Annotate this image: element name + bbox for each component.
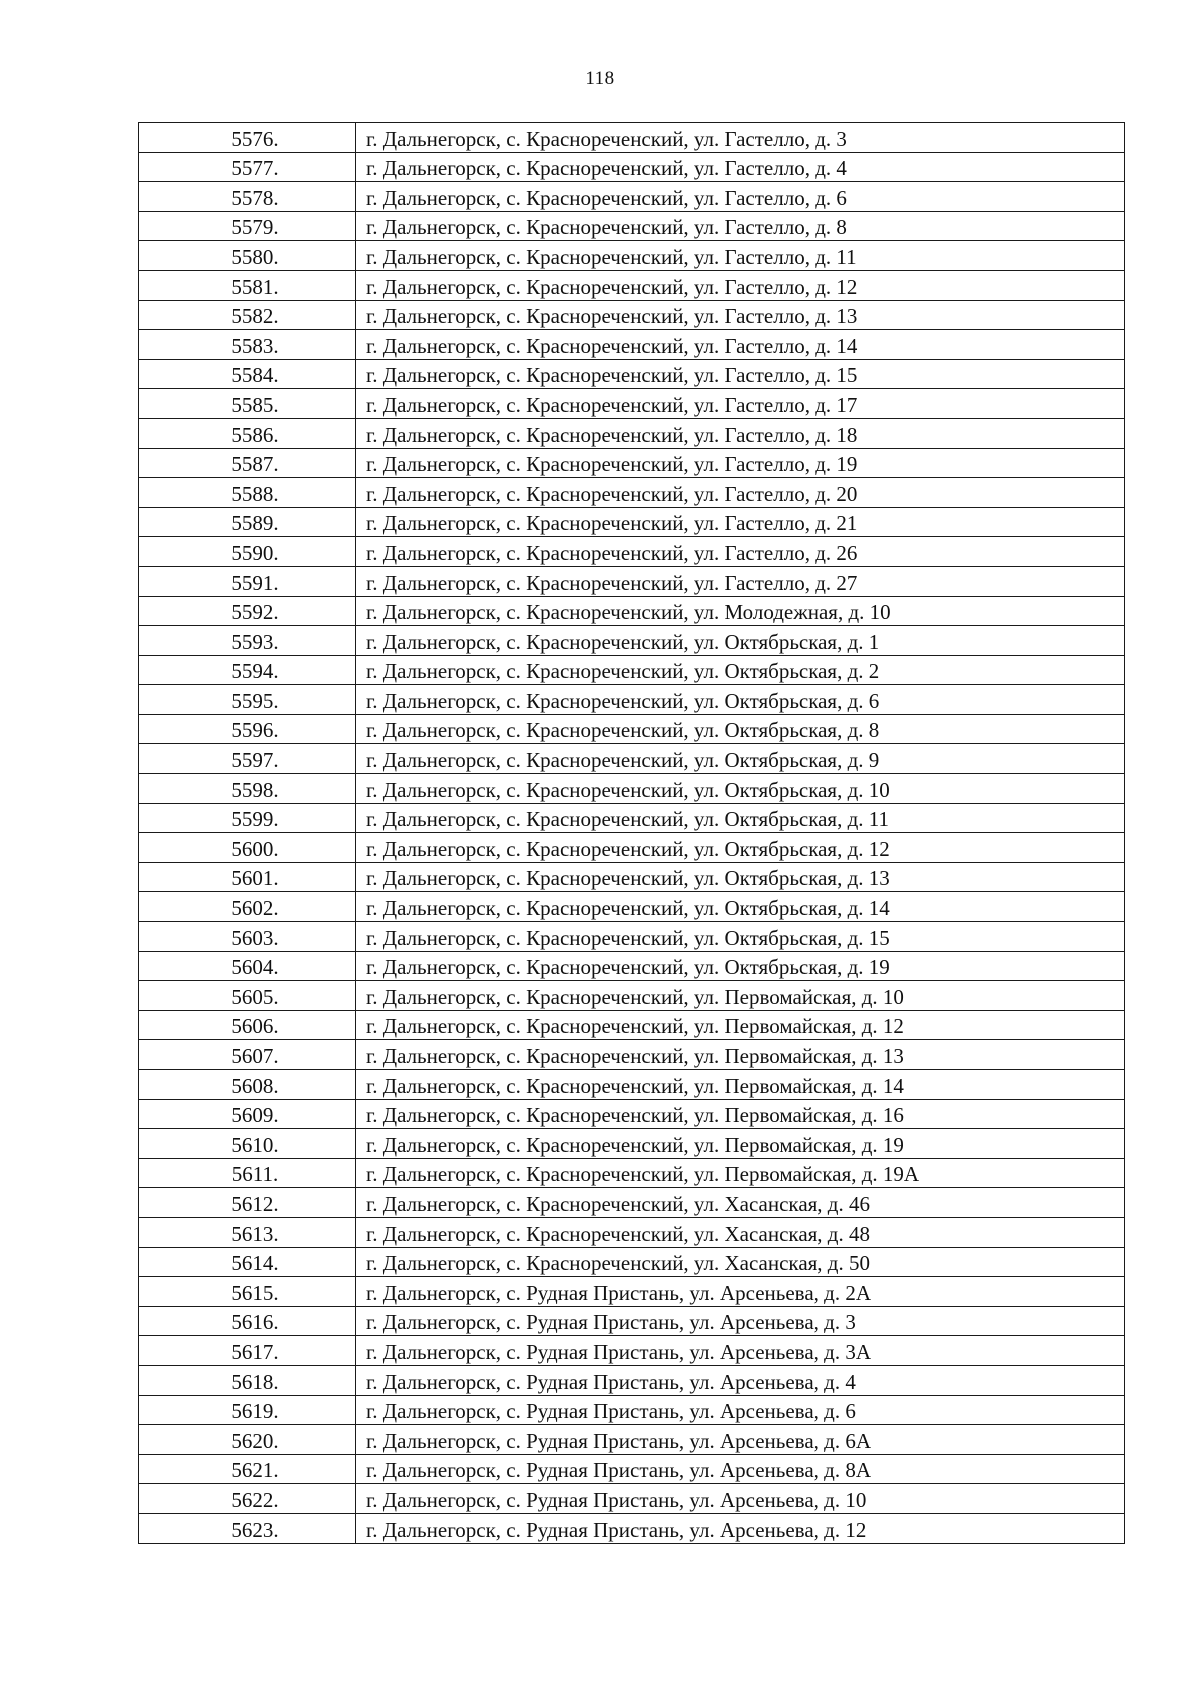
row-number-cell: 5597. (139, 744, 356, 774)
row-number-cell: 5587. (139, 448, 356, 478)
table-row (139, 1070, 1125, 1100)
row-number-cell: 5589. (139, 507, 356, 537)
table-row (139, 833, 1125, 863)
address-cell: г. Дальнегорск, с. Краснореченский, ул. Октябрьская, д. 19 (356, 951, 1125, 981)
table-row (139, 1365, 1125, 1395)
table-row (139, 774, 1125, 804)
table-row (139, 685, 1125, 715)
row-number-cell: 5594. (139, 655, 356, 685)
row-number-cell: 5599. (139, 803, 356, 833)
table-row (139, 1158, 1125, 1188)
address-cell: г. Дальнегорск, с. Краснореченский, ул. Хасанская, д. 48 (356, 1217, 1125, 1247)
row-number-cell: 5585. (139, 389, 356, 419)
table-row (139, 951, 1125, 981)
table-row (139, 1306, 1125, 1336)
table-row (139, 1454, 1125, 1484)
address-cell: г. Дальнегорск, с. Краснореченский, ул. Октябрьская, д. 11 (356, 803, 1125, 833)
address-cell: г. Дальнегорск, с. Краснореченский, ул. Октябрьская, д. 14 (356, 892, 1125, 922)
table-row (139, 300, 1125, 330)
address-cell: г. Дальнегорск, с. Краснореченский, ул. Гастелло, д. 3 (356, 123, 1125, 153)
table-row (139, 1395, 1125, 1425)
address-cell: г. Дальнегорск, с. Краснореченский, ул. Гастелло, д. 27 (356, 566, 1125, 596)
table-row (139, 241, 1125, 271)
row-number-cell: 5612. (139, 1188, 356, 1218)
row-number-cell: 5602. (139, 892, 356, 922)
table-row (139, 448, 1125, 478)
address-cell: г. Дальнегорск, с. Краснореченский, ул. Гастелло, д. 17 (356, 389, 1125, 419)
row-number-cell: 5608. (139, 1070, 356, 1100)
row-number-cell: 5581. (139, 270, 356, 300)
address-cell: г. Дальнегорск, с. Краснореченский, ул. Октябрьская, д. 10 (356, 774, 1125, 804)
row-number-cell: 5607. (139, 1040, 356, 1070)
row-number-cell: 5595. (139, 685, 356, 715)
address-cell: г. Дальнегорск, с. Краснореченский, ул. Октябрьская, д. 13 (356, 862, 1125, 892)
table-row (139, 1129, 1125, 1159)
row-number-cell: 5617. (139, 1336, 356, 1366)
row-number-cell: 5588. (139, 478, 356, 508)
table-row (139, 1484, 1125, 1514)
address-cell: г. Дальнегорск, с. Краснореченский, ул. Первомайская, д. 12 (356, 1010, 1125, 1040)
row-number-cell: 5601. (139, 862, 356, 892)
table-row (139, 182, 1125, 212)
row-number-cell: 5609. (139, 1099, 356, 1129)
row-number-cell: 5576. (139, 123, 356, 153)
address-cell: г. Дальнегорск, с. Краснореченский, ул. Первомайская, д. 14 (356, 1070, 1125, 1100)
row-number-cell: 5613. (139, 1217, 356, 1247)
row-number-cell: 5592. (139, 596, 356, 626)
row-number-cell: 5619. (139, 1395, 356, 1425)
row-number-cell: 5586. (139, 418, 356, 448)
address-cell: г. Дальнегорск, с. Краснореченский, ул. Гастелло, д. 11 (356, 241, 1125, 271)
address-cell: г. Дальнегорск, с. Краснореченский, ул. Первомайская, д. 16 (356, 1099, 1125, 1129)
address-cell: г. Дальнегорск, с. Краснореченский, ул. Гастелло, д. 13 (356, 300, 1125, 330)
table-row (139, 1425, 1125, 1455)
row-number-cell: 5620. (139, 1425, 356, 1455)
address-cell: г. Дальнегорск, с. Краснореченский, ул. Гастелло, д. 15 (356, 359, 1125, 389)
address-cell: г. Дальнегорск, с. Краснореченский, ул. Хасанская, д. 46 (356, 1188, 1125, 1218)
row-number-cell: 5621. (139, 1454, 356, 1484)
table-row (139, 537, 1125, 567)
table-row (139, 330, 1125, 360)
row-number-cell: 5600. (139, 833, 356, 863)
address-cell: г. Дальнегорск, с. Краснореченский, ул. Первомайская, д. 19А (356, 1158, 1125, 1188)
address-cell: г. Дальнегорск, с. Рудная Пристань, ул. Арсеньева, д. 6А (356, 1425, 1125, 1455)
table-row (139, 152, 1125, 182)
address-cell: г. Дальнегорск, с. Краснореченский, ул. Октябрьская, д. 8 (356, 714, 1125, 744)
address-cell: г. Дальнегорск, с. Краснореченский, ул. Первомайская, д. 10 (356, 981, 1125, 1011)
row-number-cell: 5605. (139, 981, 356, 1011)
table-row (139, 1277, 1125, 1307)
table-row (139, 270, 1125, 300)
address-cell: г. Дальнегорск, с. Краснореченский, ул. Гастелло, д. 6 (356, 182, 1125, 212)
address-cell: г. Дальнегорск, с. Краснореченский, ул. Гастелло, д. 18 (356, 418, 1125, 448)
row-number-cell: 5610. (139, 1129, 356, 1159)
row-number-cell: 5616. (139, 1306, 356, 1336)
address-cell: г. Дальнегорск, с. Краснореченский, ул. Гастелло, д. 14 (356, 330, 1125, 360)
table-row (139, 123, 1125, 153)
row-number-cell: 5583. (139, 330, 356, 360)
address-cell: г. Дальнегорск, с. Краснореченский, ул. Гастелло, д. 26 (356, 537, 1125, 567)
row-number-cell: 5580. (139, 241, 356, 271)
table-row (139, 566, 1125, 596)
table-row (139, 1040, 1125, 1070)
table-row (139, 1010, 1125, 1040)
address-cell: г. Дальнегорск, с. Рудная Пристань, ул. Арсеньева, д. 3 (356, 1306, 1125, 1336)
row-number-cell: 5584. (139, 359, 356, 389)
table-row (139, 359, 1125, 389)
table-row (139, 655, 1125, 685)
table-row (139, 389, 1125, 419)
row-number-cell: 5590. (139, 537, 356, 567)
address-cell: г. Дальнегорск, с. Краснореченский, ул. Октябрьская, д. 6 (356, 685, 1125, 715)
address-cell: г. Дальнегорск, с. Краснореченский, ул. Гастелло, д. 20 (356, 478, 1125, 508)
address-cell: г. Дальнегорск, с. Краснореченский, ул. Первомайская, д. 19 (356, 1129, 1125, 1159)
row-number-cell: 5579. (139, 211, 356, 241)
row-number-cell: 5604. (139, 951, 356, 981)
address-cell: г. Дальнегорск, с. Рудная Пристань, ул. Арсеньева, д. 10 (356, 1484, 1125, 1514)
table-row (139, 626, 1125, 656)
row-number-cell: 5615. (139, 1277, 356, 1307)
address-cell: г. Дальнегорск, с. Краснореченский, ул. Хасанская, д. 50 (356, 1247, 1125, 1277)
table-row (139, 1099, 1125, 1129)
table-row (139, 892, 1125, 922)
page-number: 118 (585, 68, 615, 89)
row-number-cell: 5622. (139, 1484, 356, 1514)
address-cell: г. Дальнегорск, с. Краснореченский, ул. Молодежная, д. 10 (356, 596, 1125, 626)
row-number-cell: 5606. (139, 1010, 356, 1040)
address-cell: г. Дальнегорск, с. Рудная Пристань, ул. Арсеньева, д. 3А (356, 1336, 1125, 1366)
address-cell: г. Дальнегорск, с. Краснореченский, ул. Гастелло, д. 8 (356, 211, 1125, 241)
address-cell: г. Дальнегорск, с. Краснореченский, ул. Октябрьская, д. 1 (356, 626, 1125, 656)
address-cell: г. Дальнегорск, с. Рудная Пристань, ул. Арсеньева, д. 4 (356, 1365, 1125, 1395)
address-cell: г. Дальнегорск, с. Рудная Пристань, ул. Арсеньева, д. 2А (356, 1277, 1125, 1307)
table-row (139, 862, 1125, 892)
address-cell: г. Дальнегорск, с. Краснореченский, ул. Октябрьская, д. 15 (356, 922, 1125, 952)
address-table-body (139, 123, 1125, 1544)
address-cell: г. Дальнегорск, с. Краснореченский, ул. Октябрьская, д. 2 (356, 655, 1125, 685)
table-row (139, 478, 1125, 508)
address-cell: г. Дальнегорск, с. Рудная Пристань, ул. Арсеньева, д. 6 (356, 1395, 1125, 1425)
table-row (139, 418, 1125, 448)
address-cell: г. Дальнегорск, с. Краснореченский, ул. Гастелло, д. 4 (356, 152, 1125, 182)
row-number-cell: 5582. (139, 300, 356, 330)
address-table (138, 122, 1125, 1544)
row-number-cell: 5591. (139, 566, 356, 596)
table-row (139, 1247, 1125, 1277)
table-row (139, 211, 1125, 241)
row-number-cell: 5593. (139, 626, 356, 656)
row-number-cell: 5598. (139, 774, 356, 804)
row-number-cell: 5614. (139, 1247, 356, 1277)
row-number-cell: 5578. (139, 182, 356, 212)
address-cell: г. Дальнегорск, с. Краснореченский, ул. Гастелло, д. 12 (356, 270, 1125, 300)
address-cell: г. Дальнегорск, с. Рудная Пристань, ул. Арсеньева, д. 12 (356, 1513, 1125, 1543)
table-row (139, 1513, 1125, 1543)
table-row (139, 981, 1125, 1011)
row-number-cell: 5623. (139, 1513, 356, 1543)
row-number-cell: 5577. (139, 152, 356, 182)
row-number-cell: 5618. (139, 1365, 356, 1395)
address-cell: г. Дальнегорск, с. Краснореченский, ул. Октябрьская, д. 9 (356, 744, 1125, 774)
row-number-cell: 5596. (139, 714, 356, 744)
table-row (139, 714, 1125, 744)
address-cell: г. Дальнегорск, с. Краснореченский, ул. Гастелло, д. 21 (356, 507, 1125, 537)
row-number-cell: 5611. (139, 1158, 356, 1188)
table-row (139, 744, 1125, 774)
row-number-cell: 5603. (139, 922, 356, 952)
table-row (139, 803, 1125, 833)
table-row (139, 1217, 1125, 1247)
table-row (139, 507, 1125, 537)
table-row (139, 1188, 1125, 1218)
table-row (139, 1336, 1125, 1366)
address-cell: г. Дальнегорск, с. Краснореченский, ул. Гастелло, д. 19 (356, 448, 1125, 478)
table-row (139, 922, 1125, 952)
address-cell: г. Дальнегорск, с. Рудная Пристань, ул. Арсеньева, д. 8А (356, 1454, 1125, 1484)
address-cell: г. Дальнегорск, с. Краснореченский, ул. Октябрьская, д. 12 (356, 833, 1125, 863)
address-cell: г. Дальнегорск, с. Краснореченский, ул. Первомайская, д. 13 (356, 1040, 1125, 1070)
table-row (139, 596, 1125, 626)
